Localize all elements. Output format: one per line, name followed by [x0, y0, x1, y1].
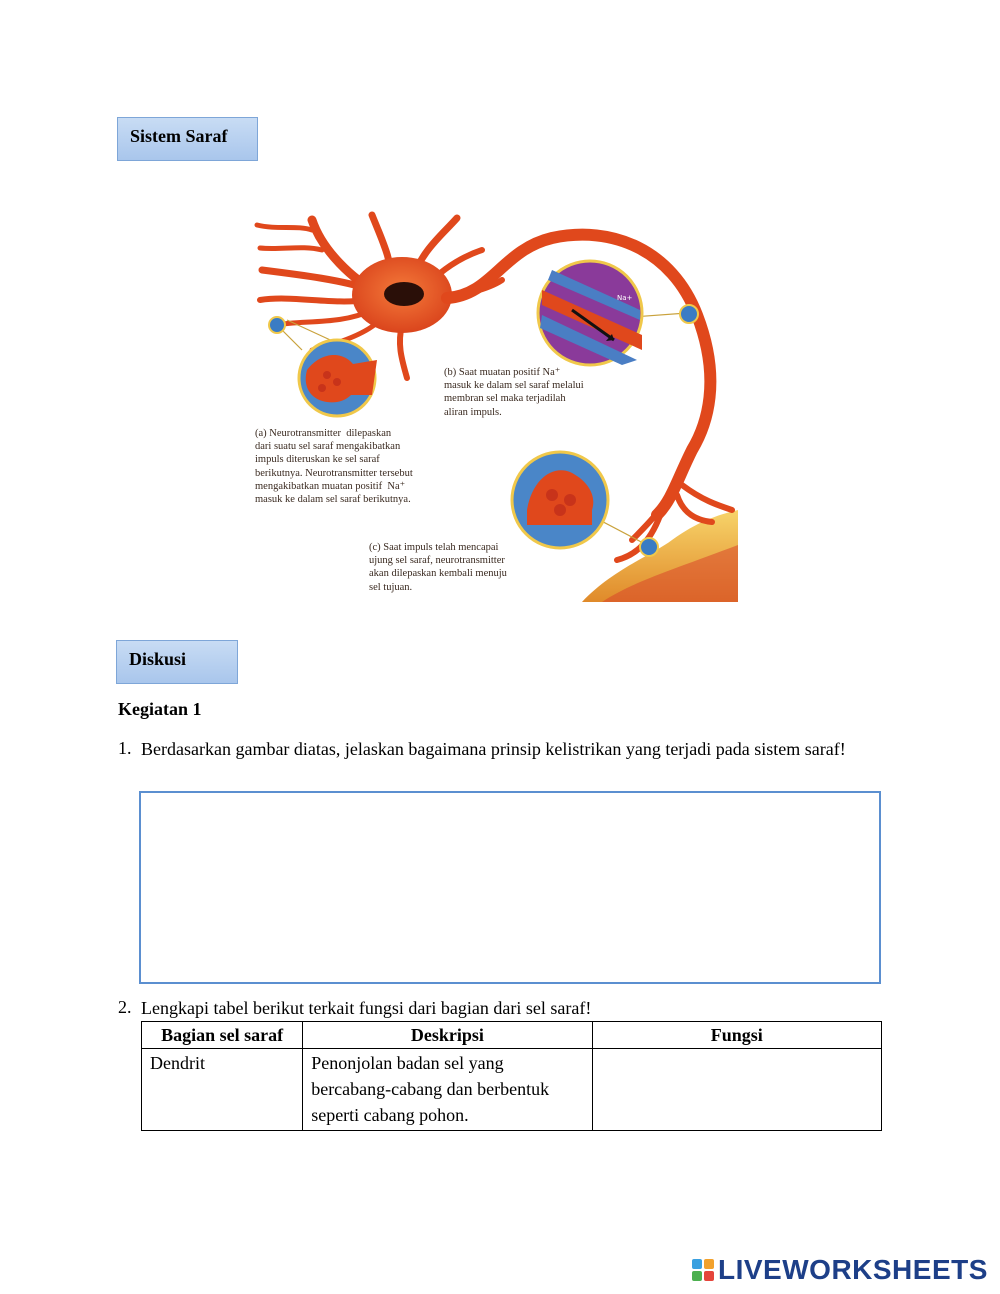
table-header-cell: Fungsi: [592, 1022, 881, 1049]
table-header-cell: Deskripsi: [303, 1022, 592, 1049]
table-header-row: [142, 1022, 882, 1049]
logo-text: LIVEWORKSHEETS: [718, 1254, 988, 1285]
logo-square: [692, 1271, 702, 1281]
table-header-cell: Bagian sel saraf: [142, 1022, 303, 1049]
question-1-number: 1.: [118, 738, 132, 758]
caption-b: (b) Saat muatan positif Na⁺ masuk ke dalam sel saraf melalui membran sel maka terjadilah aliran impuls.: [444, 367, 584, 418]
table-cell-description: Penonjolan badan sel yang bercabang-cabang dan berbentuk seperti cabang pohon.: [303, 1049, 592, 1131]
logo-square: [704, 1271, 714, 1281]
section-title-diskusi: Diskusi: [116, 640, 238, 684]
logo-square: [704, 1259, 714, 1269]
table-cell-part: Dendrit: [142, 1049, 303, 1131]
neuron-parts-table: [141, 1021, 882, 1131]
caption-c: (c) Saat impuls telah mencapai ujung sel saraf, neurotransmitter akan dilepaskan kembali menuju sel tujuan.: [369, 542, 507, 593]
logo-icon: [692, 1259, 714, 1281]
table-cell-function-input[interactable]: [592, 1049, 881, 1131]
activity-heading: Kegiatan 1: [118, 699, 202, 719]
question-2-number: 2.: [118, 997, 132, 1017]
logo-square: [692, 1259, 702, 1269]
liveworksheets-logo: [692, 1255, 988, 1285]
table-row: [142, 1049, 882, 1131]
caption-a: (a) Neurotransmitter dilepaskan dari suatu sel saraf mengakibatkan impuls diteruskan ke sel saraf berikutnya. Neurotransmitter tersebut mengakibatkan muatan positif Na⁺ masuk ke dalam sel saraf berikutnya.: [255, 428, 413, 506]
ion-label: Na+: [617, 294, 633, 302]
question-1-answer-field[interactable]: [139, 791, 881, 984]
section-title-sistem-saraf: Sistem Saraf: [117, 117, 258, 161]
neuron-figure: [252, 210, 738, 602]
question-2-text: Lengkapi tabel berikut terkait fungsi dari bagian dari sel saraf!: [141, 998, 592, 1018]
nucleus: [384, 282, 424, 306]
question-1-text: Berdasarkan gambar diatas, jelaskan bagaimana prinsip kelistrikan yang terjadi pada sistem saraf!: [141, 739, 846, 759]
